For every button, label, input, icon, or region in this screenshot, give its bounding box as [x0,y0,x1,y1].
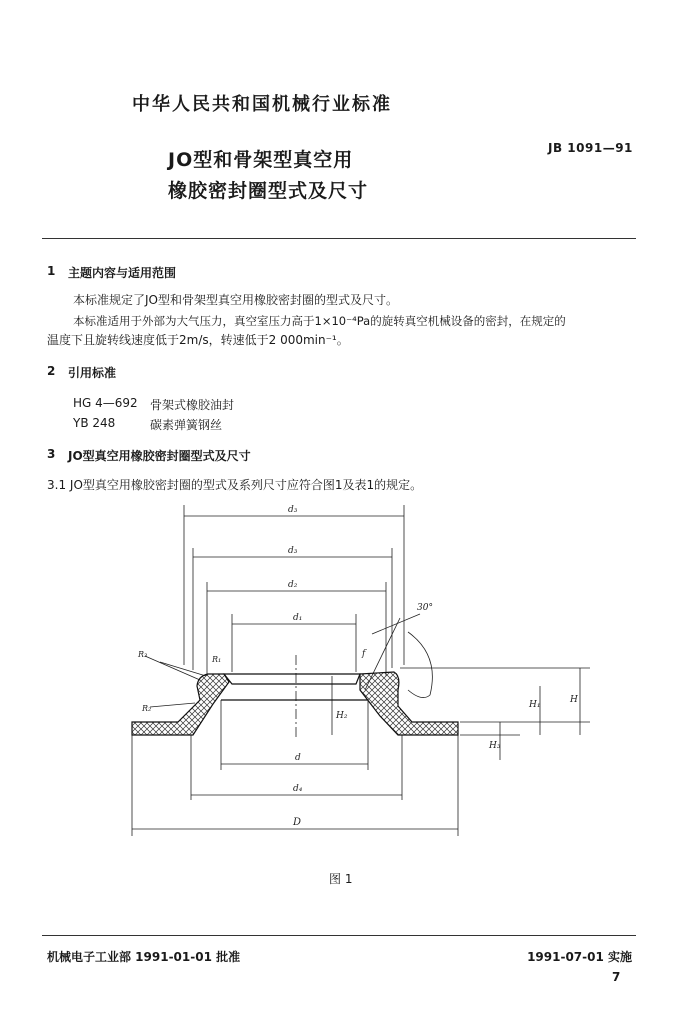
section-1-number: 1 [47,264,56,278]
figure-caption: 图 1 [329,872,353,886]
dim-label-d4: d₄ [293,784,303,794]
dim-label-d1: d₁ [293,613,303,623]
dim-label-R1: R₁ [212,655,222,664]
reference-name: 碳素弹簧钢丝 [150,418,223,432]
angle-label: 30° [417,603,433,613]
dim-label-H2: H₂ [336,711,348,721]
section-3-number: 3 [47,447,56,461]
reference-code: HG 4—692 [73,396,138,410]
dim-label-d: d [295,753,301,763]
section-3-title: JO型真空用橡胶密封圈型式及尺寸 [68,449,251,463]
dim-label-H: H [570,695,578,705]
issuing-organization: 中华人民共和国机械行业标准 [132,94,392,115]
standard-number: JB 1091—91 [548,141,633,155]
section-2-title: 引用标准 [68,366,117,380]
section-3-1-text: 3.1 JO型真空用橡胶密封圈的型式及系列尺寸应符合图1及表1的规定。 [47,478,423,492]
section-1-paragraph-2-line2: 温度下且旋转线速度低于2m/s，转速低于2 000min⁻¹。 [47,333,349,347]
reference-name: 骨架式橡胶油封 [150,398,235,412]
footer-divider [42,935,636,936]
page-number: 7 [612,970,621,984]
section-2-number: 2 [47,364,56,378]
dim-label-H1: H₁ [529,700,541,710]
dim-label-R3: R₃ [138,650,148,659]
document-title-line2: 橡胶密封圈型式及尺寸 [168,180,369,202]
section-1-paragraph-1: 本标准规定了JO型和骨架型真空用橡胶密封圈的型式及尺寸。 [73,293,398,307]
reference-code: YB 248 [73,416,116,430]
dim-label-f: f [362,649,366,659]
dim-label-d3-inner: d₃ [288,546,298,556]
section-1-title: 主题内容与适用范围 [68,266,177,280]
dim-label-d2: d₂ [288,580,298,590]
document-title-line1: JO型和骨架型真空用 [168,149,354,171]
section-1-paragraph-2-line1: 本标准适用于外部为大气压力，真空室压力高于1×10⁻⁴Pa的旋转真空机械设备的密封，在规定的 [73,314,566,328]
dim-label-R2: R₂ [142,704,152,713]
dim-label-D: D [293,817,302,828]
dim-label-d3: d₃ [288,505,298,515]
dim-label-H3: H₃ [489,741,501,751]
approval-info: 机械电子工业部 1991-01-01 批准 [47,950,241,964]
effective-date: 1991-07-01 实施 [527,950,632,964]
